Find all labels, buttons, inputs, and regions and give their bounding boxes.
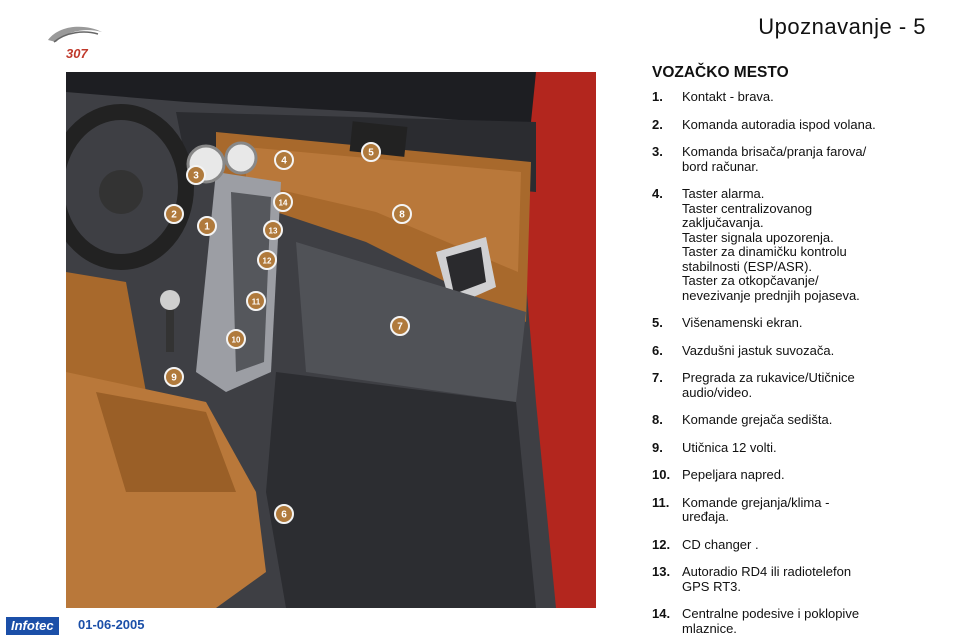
legend-number: 6. (652, 342, 663, 358)
callout-label: 14 (278, 198, 288, 208)
legend-number: 7. (652, 370, 663, 385)
callout-label: 9 (171, 372, 177, 384)
legend-text: Pepeljara napred. (682, 467, 785, 482)
callout-label: 2 (171, 209, 177, 221)
legend-item-9 (652, 441, 942, 456)
legend-item-1 (652, 90, 942, 105)
callout-11 (247, 292, 265, 310)
driver-position-section (652, 64, 942, 636)
callout-label: 4 (281, 155, 287, 167)
logo-text: 307 (66, 46, 88, 61)
legend-text: Komande grejanja/klima - uređaja. (682, 494, 830, 524)
callout-label: 12 (262, 256, 272, 266)
callout-10 (227, 330, 245, 348)
legend-item-10 (652, 468, 942, 483)
callout-2 (165, 205, 183, 223)
callout-4 (275, 151, 293, 169)
callout-12 (258, 251, 276, 269)
legend-number: 5. (652, 315, 663, 330)
legend-text: CD changer . (682, 536, 759, 552)
callout-label: 10 (231, 335, 241, 345)
callout-8 (393, 205, 411, 223)
section-title: VOZAČKO MESTO (652, 64, 789, 81)
peugeot-307-logo (42, 22, 106, 62)
callout-7 (391, 317, 409, 335)
legend-item-7 (652, 371, 942, 400)
callout-label: 6 (281, 509, 287, 521)
callout-14 (274, 193, 292, 211)
legend-number: 8. (652, 412, 663, 427)
legend-item-6 (652, 344, 942, 359)
legend-item-11 (652, 496, 942, 525)
legend-list (652, 90, 942, 636)
legend-number: 2. (652, 116, 663, 132)
legend-item-2 (652, 118, 942, 133)
legend-text: Taster alarma. Taster centralizovanog zaključavanja. Taster signala upozorenja. Taster za dinamičku kontrolu stabilnosti (ESP/ASR). Taster za otkopčavanje/ nevezivanje prednjih pojaseva. (682, 186, 860, 303)
legend-number: 3. (652, 144, 663, 159)
callout-label: 13 (268, 226, 278, 236)
callout-label: 11 (251, 297, 261, 307)
legend-number: 14. (652, 606, 671, 621)
legend-text: Pregrada za rukavice/Utičnice audio/video. (682, 370, 855, 400)
legend-number: 11. (652, 494, 670, 510)
callout-1 (198, 217, 216, 235)
callout-label: 8 (399, 209, 405, 221)
legend-item-8 (652, 413, 942, 428)
callout-label: 5 (368, 147, 374, 159)
legend-text: Kontakt - brava. (682, 89, 774, 104)
callout-13 (264, 221, 282, 239)
legend-text: Komanda brisača/pranja farova/ bord računar. (682, 144, 867, 174)
callout-6 (275, 505, 293, 523)
legend-number: 12. (652, 536, 671, 552)
legend-text: Vazdušni jastuk suvozača. (682, 342, 835, 358)
legend-item-13 (652, 565, 942, 594)
legend-text: Višenamenski ekran. (682, 315, 803, 330)
legend-text: Komande grejača sedišta. (682, 412, 833, 427)
callout-label: 3 (193, 170, 199, 182)
callout-9 (165, 368, 183, 386)
legend-item-3 (652, 145, 942, 174)
legend-item-5 (652, 316, 942, 331)
callout-3 (187, 166, 205, 184)
infotec-badge: Infotec (6, 617, 59, 635)
legend-item-4 (652, 187, 942, 303)
legend-text: Centralne podesive i poklopive mlaznice. (682, 606, 860, 636)
footer-date: 01-06-2005 (78, 617, 145, 632)
legend-number: 4. (652, 186, 663, 201)
legend-item-14 (652, 607, 942, 636)
callout-label: 7 (397, 321, 403, 333)
legend-number: 1. (652, 89, 663, 104)
callout-label: 1 (204, 221, 210, 233)
callout-5 (362, 143, 380, 161)
legend-text: Komanda autoradia ispod volana. (682, 116, 876, 132)
dashboard-illustration (66, 72, 596, 608)
legend-number: 13. (652, 564, 671, 579)
legend-number: 10. (652, 467, 671, 482)
legend-number: 9. (652, 439, 663, 455)
legend-item-12 (652, 538, 942, 553)
legend-text: Utičnica 12 volti. (682, 439, 777, 455)
legend-text: Autoradio RD4 ili radiotelefon GPS RT3. (682, 564, 852, 594)
page-title: Upoznavanje - 5 (758, 14, 926, 39)
